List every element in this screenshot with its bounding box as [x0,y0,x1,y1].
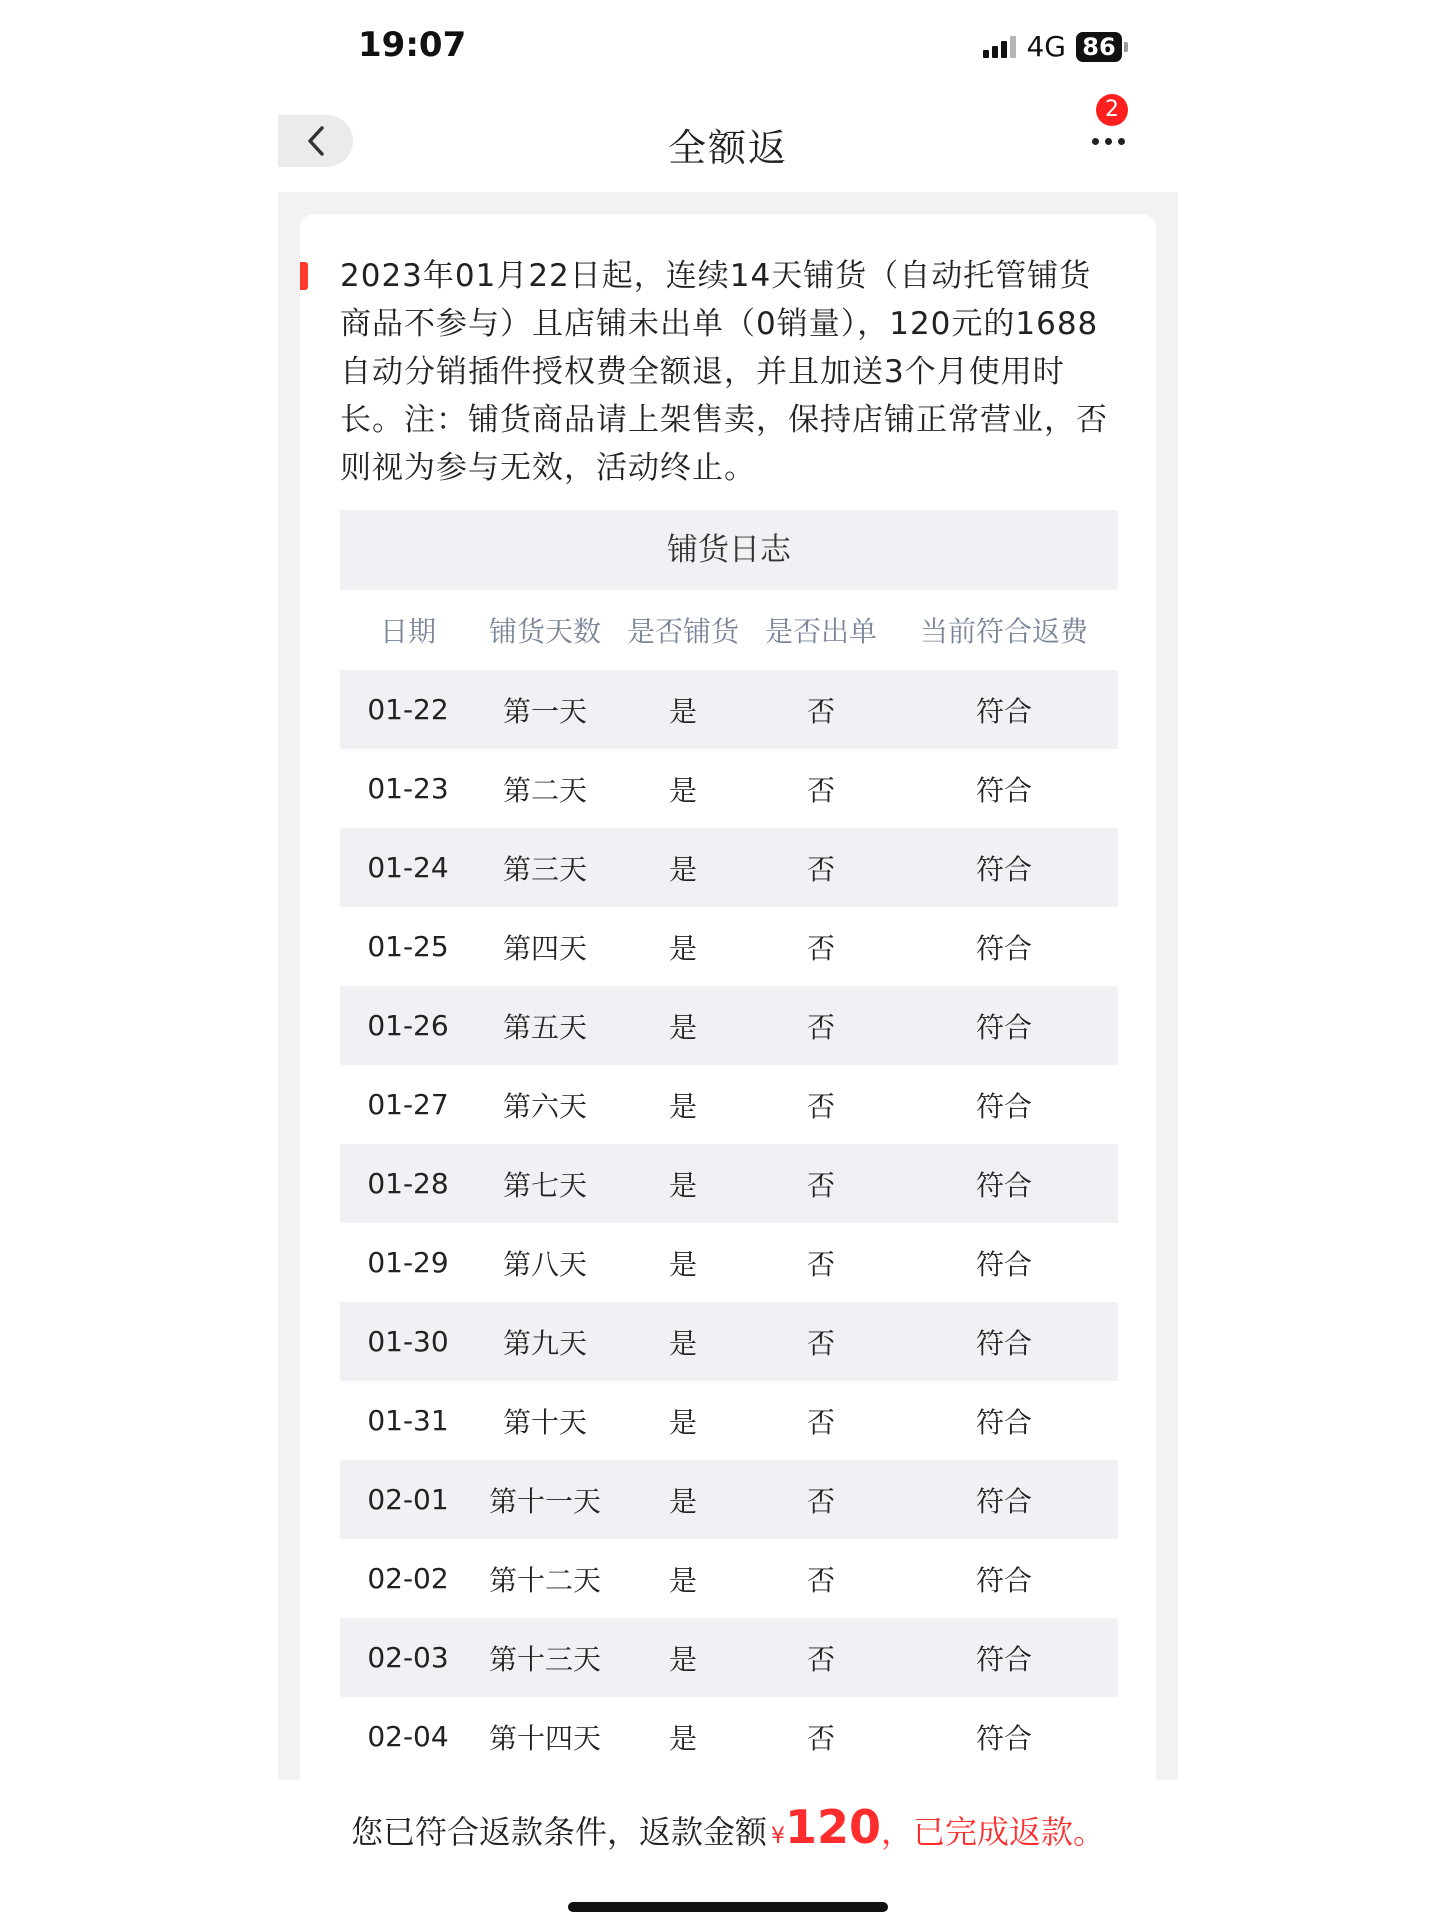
cell-day: 第十三天 [488,1642,601,1676]
refund-status: ，已完成返款。 [881,1813,1106,1851]
cell-eligible: 符合 [975,1168,1032,1202]
refund-summary [278,1800,1178,1854]
cell-day: 第十一天 [488,1484,601,1518]
cell-stocked: 是 [668,931,697,965]
table-row [340,1223,1118,1302]
cell-stocked: 是 [668,852,697,886]
currency-symbol: ¥ [770,1824,785,1849]
cell-stocked: 是 [668,694,697,728]
cell-day: 第九天 [502,1326,587,1360]
cell-eligible: 符合 [975,1010,1032,1044]
cell-date: 01-26 [367,1009,449,1042]
content-area [278,192,1178,1780]
accent-bar [300,262,308,290]
cell-eligible: 符合 [975,1721,1032,1755]
activity-notice: 2023年01月22日起，连续14天铺货（自动托管铺货商品不参与）且店铺未出单（0销量），120元的1688自动分销插件授权费全额退，并且加送3个月使用时长。注：铺货商品请上架售卖，保持店铺正常营业，否则视为参与无效，活动终止。 [340,258,1108,486]
cell-eligible: 符合 [975,1247,1032,1281]
table-body [340,670,1118,1776]
table-row [340,1539,1118,1618]
cell-eligible: 符合 [975,1484,1032,1518]
notification-badge: 2 [1096,94,1128,126]
cell-ordered: 否 [806,1484,835,1518]
table-row [340,1618,1118,1697]
cell-day: 第二天 [502,773,587,807]
cell-stocked: 是 [668,1405,697,1439]
cell-day: 第七天 [502,1168,587,1202]
cell-stocked: 是 [668,773,697,807]
column-header: 日期 [379,615,436,648]
cell-date: 01-29 [367,1246,449,1279]
cell-date: 01-24 [367,851,449,884]
phone-screen [278,0,1178,1920]
table-row [340,1065,1118,1144]
cell-eligible: 符合 [975,1642,1032,1676]
cell-day: 第五天 [502,1010,587,1044]
cell-stocked: 是 [668,1010,697,1044]
cell-stocked: 是 [668,1326,697,1360]
signal-icon [983,36,1016,58]
table-row [340,828,1118,907]
column-header: 是否出单 [764,615,877,648]
battery-icon [1076,32,1128,62]
cell-ordered: 否 [806,1010,835,1044]
nav-bar [278,97,1178,190]
column-header: 是否铺货 [626,615,739,648]
more-menu-button[interactable] [1088,97,1136,180]
table-row [340,1144,1118,1223]
cell-eligible: 符合 [975,1405,1032,1439]
cell-ordered: 否 [806,852,835,886]
refund-amount: 120 [784,1800,882,1854]
cell-stocked: 是 [668,1563,697,1597]
table-row [340,1697,1118,1776]
table-row [340,1460,1118,1539]
cell-day: 第一天 [502,694,587,728]
cell-day: 第十二天 [488,1563,601,1597]
table-header [340,590,1118,670]
status-time: 19:07 [358,25,467,65]
battery-level: 86 [1076,32,1122,62]
cell-day: 第八天 [502,1247,587,1281]
page-title: 全额返 [667,126,788,170]
table-row [340,670,1118,749]
cell-ordered: 否 [806,1168,835,1202]
cell-day: 第十天 [502,1405,587,1439]
cell-stocked: 是 [668,1484,697,1518]
cell-date: 02-04 [367,1720,449,1753]
cell-ordered: 否 [806,1089,835,1123]
column-header: 当前符合返费 [919,615,1088,648]
cell-stocked: 是 [668,1089,697,1123]
cell-day: 第四天 [502,931,587,965]
table-row [340,749,1118,828]
cell-ordered: 否 [806,1405,835,1439]
cell-day: 第三天 [502,852,587,886]
cell-eligible: 符合 [975,773,1032,807]
cell-ordered: 否 [806,1563,835,1597]
cell-eligible: 符合 [975,1326,1032,1360]
cell-eligible: 符合 [975,1563,1032,1597]
home-indicator[interactable] [568,1902,888,1912]
cell-date: 01-23 [367,772,449,805]
cell-ordered: 否 [806,931,835,965]
cell-day: 第六天 [502,1089,587,1123]
table-row [340,1381,1118,1460]
cell-ordered: 否 [806,1326,835,1360]
cell-eligible: 符合 [975,694,1032,728]
cell-stocked: 是 [668,1642,697,1676]
cell-ordered: 否 [806,1642,835,1676]
cell-date: 01-27 [367,1088,449,1121]
cell-stocked: 是 [668,1247,697,1281]
more-dots-icon [1092,138,1125,145]
column-header: 铺货天数 [488,615,601,648]
table-row [340,986,1118,1065]
table-row [340,1302,1118,1381]
stocking-log-table [340,510,1118,1776]
cell-ordered: 否 [806,1721,835,1755]
table-row [340,907,1118,986]
cell-date: 01-25 [367,930,449,963]
activity-card [300,214,1156,1780]
cell-date: 02-01 [367,1483,449,1516]
cell-date: 01-30 [367,1325,449,1358]
cell-date: 01-28 [367,1167,449,1200]
status-indicators [983,30,1128,63]
cell-ordered: 否 [806,1247,835,1281]
cell-ordered: 否 [806,773,835,807]
cell-ordered: 否 [806,694,835,728]
refund-label: 您已符合返款条件，返款金额 [350,1813,767,1851]
cell-date: 01-22 [367,693,449,726]
cell-eligible: 符合 [975,852,1032,886]
cell-eligible: 符合 [975,931,1032,965]
log-title: 铺货日志 [340,510,1118,590]
cell-date: 01-31 [367,1404,449,1437]
cell-date: 02-03 [367,1641,449,1674]
cell-date: 02-02 [367,1562,449,1595]
cell-day: 第十四天 [488,1721,601,1755]
cell-eligible: 符合 [975,1089,1032,1123]
cell-stocked: 是 [668,1721,697,1755]
cell-stocked: 是 [668,1168,697,1202]
network-type: 4G [1026,30,1066,63]
